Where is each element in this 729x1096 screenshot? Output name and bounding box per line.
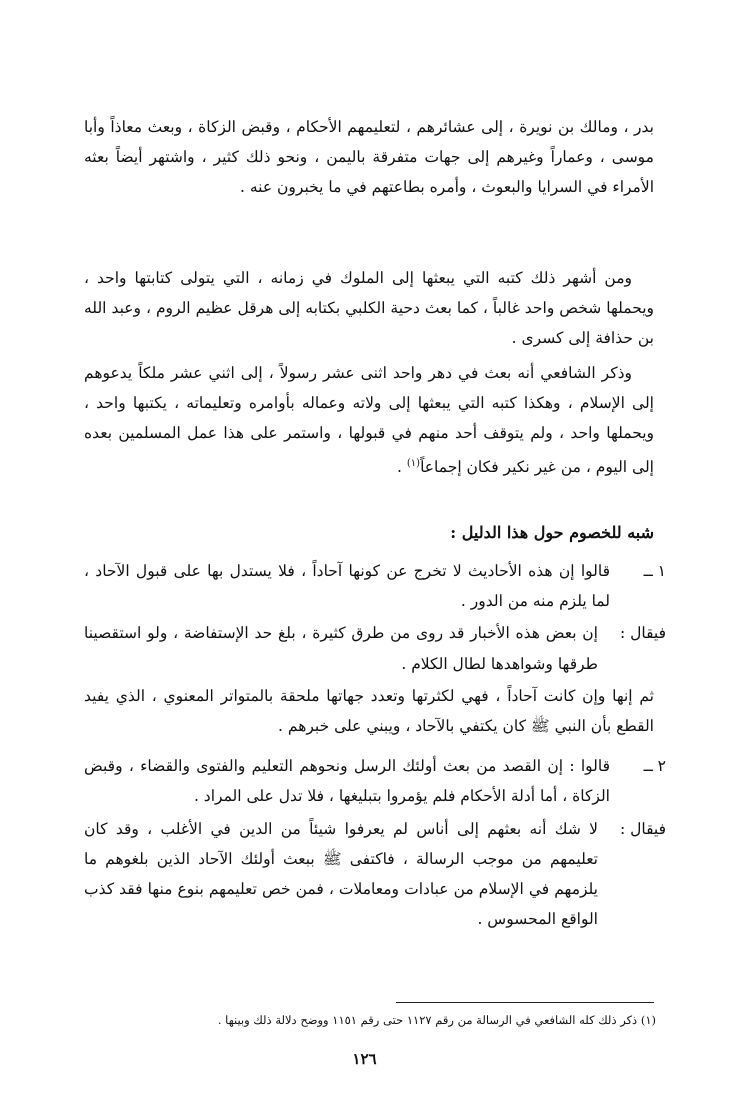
reply-1-text: إن بعض هذه الأخبار قد روى من طرق كثيرة ، بلغ حد الإستفاضة ، ولو استقصينا طرقها وشواهدها لطال الكلام . (84, 624, 598, 673)
objection-1 (84, 556, 666, 616)
section-heading: شبه للخصوم حول هذا الدليل : (450, 523, 654, 542)
reply-1-cont-text: ثم إنها وإن كانت آحاداً ، فهي لكثرتها وتعدد جهاتها ملحقة بالمتواتر المعنوي ، الذي يفيد القطع بأن النبي ﷺ كان يكتفي بالآحاد ، ويبني على خبرهم . (84, 686, 654, 736)
paragraph-3-end: . (397, 457, 407, 476)
page-number: ١٢٦ (352, 1050, 377, 1068)
objection-1-text: قالوا إن هذه الأحاديث لا تخرج عن كونها آحاداً ، فلا يستدل بها على قبول الآحاد ، لما يلزم منه من الدور . (84, 562, 610, 611)
objection-2-text: قالوا : إن القصد من بعث أولئك الرسل ونحوهم التعليم والفتوى والقضاء ، وقبض الزكاة ، أما أدلة الأحكام فلم يؤمروا بتبليغها ، فلا تدل على المراد . (84, 757, 610, 806)
paragraph-2 (84, 263, 654, 354)
footnote-separator (396, 1002, 654, 1003)
reply-1 (84, 618, 666, 678)
objection-2 (84, 751, 666, 811)
objection-1-label: ١ ــ (643, 562, 666, 580)
main-text (84, 112, 654, 482)
reply-2-label: فيقال : (619, 819, 666, 838)
paragraph-3 (84, 358, 654, 482)
objections-list (84, 556, 666, 934)
reply-2-text: لا شك أنه بعثهم إلى أناس لم يعرفوا شيئاً من الدين في الأغلب ، وقد كان تعليمهم من موجب الرسالة ، فاكتفى ﷺ ببعث أولئك الآحاد الذين بلغوهم ما يلزمهم في الإسلام من عبادات ومعاملات ، فمن خص تعليمهم بنوع منها فقد كذب الواقع المحسوس . (84, 819, 598, 929)
paragraph-2-text: ومن أشهر ذلك كتبه التي يبعثها إلى الملوك في زمانه ، التي يتولى كتابتها واحد ، ويحملها شخص واحد غالباً ، كما بعث دحية الكلبي بكتابه إلى هرقل عظيم الروم ، وعبد الله بن حذافة إلى كسرى . (84, 269, 654, 348)
reply-1-continued (84, 681, 654, 741)
objection-2-label: ٢ ــ (643, 757, 666, 776)
paragraph-1: بدر ، ومالك بن نويرة ، إلى عشائرهم ، لتعليمهم الأحكام ، وقبض الزكاة ، وبعث معاذاً وأبا موسى ، وعماراً وغيرهم إلى جهات متفرقة باليمن ، ونحو ذلك كثير ، واشتهر أيضاً بعثه الأمراء في السرايا والبعوث ، وأمره بطاعتهم في ما يخبرون عنه . (84, 118, 654, 197)
footnote-ref[interactable]: (١) (406, 457, 421, 469)
footnote: (١) ذكر ذلك كله الشافعي في الرسالة من رقم ١١٢٧ حتى رقم ١١٥١ ووضح دلالة ذلك وبينها . (217, 1013, 656, 1027)
paragraph-3-text: وذكر الشافعي أنه بعث في دهر واحد اثنى عشر رسولاً ، إلى اثني عشر ملكاً يدعوهم إلى الإسلام ، وهكذا كتبه التي يبعثها إلى ولاته وعماله بأوامره وتعليماته ، يكتبها واحد ، ويحملها واحد ، ولم يتوقف أحد منهم في قبولها ، واستمر على هذا عمل المسلمين بعده إلى اليوم ، من غير نكير فكان إجماعاً (84, 364, 654, 476)
reply-1-label: فيقال : (619, 624, 666, 643)
reply-2 (84, 814, 666, 935)
